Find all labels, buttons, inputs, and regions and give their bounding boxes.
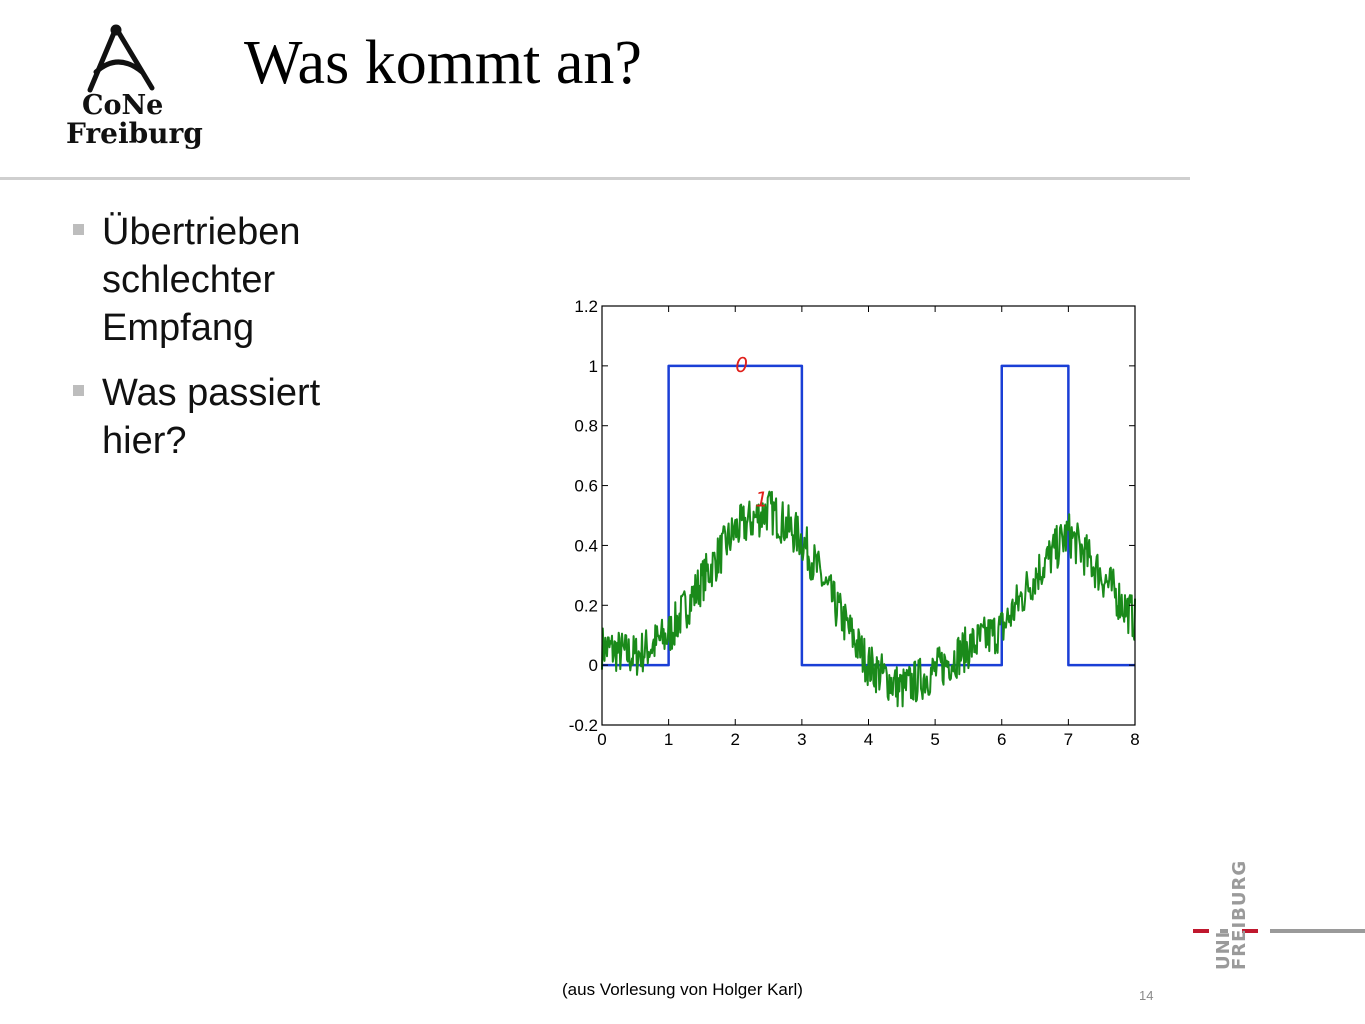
x-tick-label: 5 <box>930 730 940 749</box>
signal-chart <box>550 290 1150 760</box>
page-number: 14 <box>1139 988 1154 1003</box>
x-tick-label: 8 <box>1130 730 1140 749</box>
y-tick-label: 0.6 <box>574 476 598 496</box>
y-tick-label: 1.2 <box>574 297 598 316</box>
y-tick-label: 0 <box>588 656 598 676</box>
x-tick-label: 7 <box>1063 730 1074 749</box>
annotation-mark: 1 <box>755 487 768 512</box>
y-tick-label: 0.2 <box>574 596 598 616</box>
y-tick-label: -0.2 <box>568 716 598 735</box>
x-tick-label: 4 <box>863 730 874 749</box>
uni-freiburg-text-freiburg: FREIBURG <box>1229 860 1250 970</box>
bullet-text: Übertrieben schlechter Empfang <box>102 211 301 349</box>
bullet-list <box>72 208 372 482</box>
y-tick-label: 0.8 <box>574 416 598 436</box>
slide-title: Was kommt an? <box>244 29 642 97</box>
bullet-text: Was passiert hier? <box>102 372 321 462</box>
title-divider <box>0 177 1190 180</box>
bullet-item <box>72 369 372 465</box>
x-tick-label: 2 <box>730 730 740 749</box>
x-tick-label: 0 <box>597 730 607 749</box>
y-tick-label: 1 <box>588 356 598 376</box>
bullet-item <box>72 208 372 352</box>
uni-freiburg-logo <box>1190 860 1365 980</box>
y-tick-label: 0.4 <box>574 536 598 556</box>
bullet-marker-icon <box>73 385 84 396</box>
logo-text-cone: CoNe <box>82 90 164 121</box>
x-tick-label: 6 <box>997 730 1007 749</box>
x-tick-label: 1 <box>663 730 674 749</box>
uni-freiburg-text-uni: UNI <box>1213 930 1234 970</box>
bullet-marker-icon <box>73 224 84 235</box>
annotation-mark: 0 <box>735 352 748 377</box>
x-tick-label: 3 <box>797 730 807 749</box>
source-caption: (aus Vorlesung von Holger Karl) <box>562 980 803 999</box>
logo-text-freiburg: Freiburg <box>66 117 203 150</box>
cone-logo-icon <box>90 27 152 90</box>
